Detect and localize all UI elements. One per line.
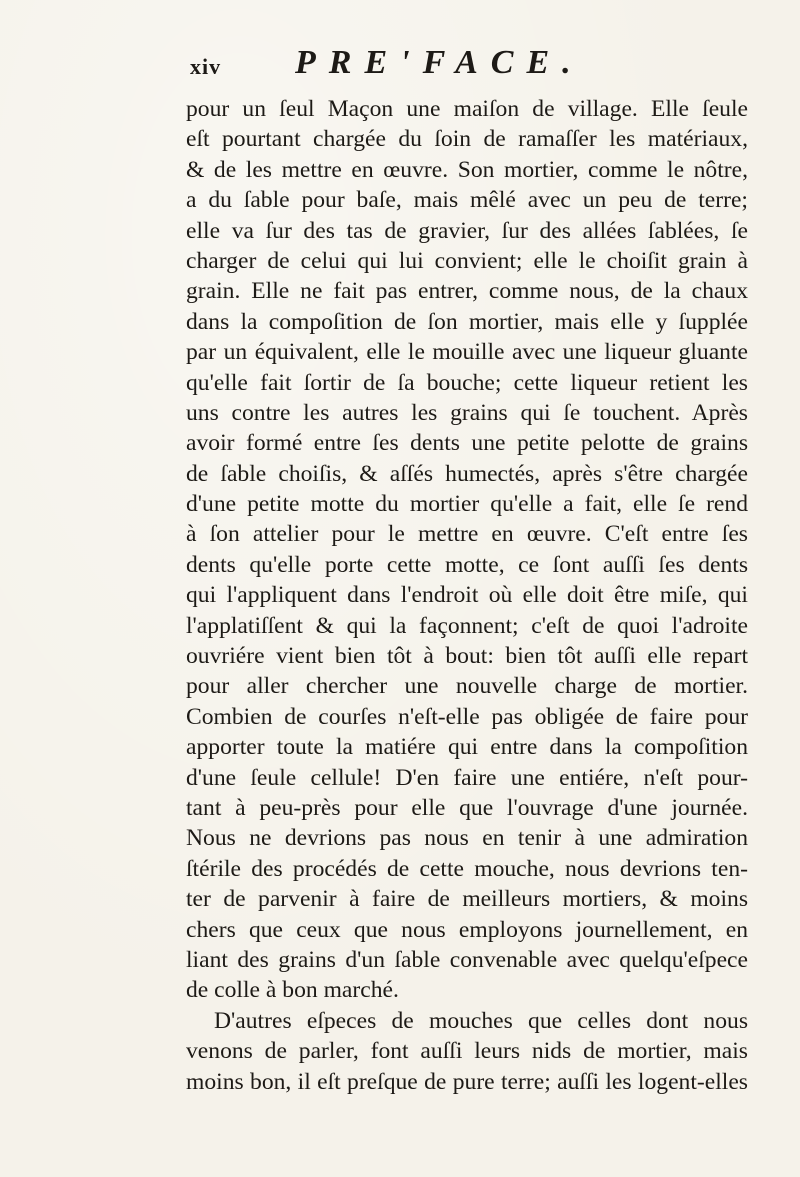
text-line: qui l'appliquent dans l'endroit où elle doit être miſe, qui	[186, 582, 748, 609]
text-line: Nous ne devrions pas nous en tenir à une admiration	[186, 825, 748, 852]
text-line: elle va ſur des tas de gravier, ſur des allées ſablées, ſe	[186, 217, 748, 244]
text-line: de colle à bon marché.	[186, 977, 399, 1004]
text-line: dents qu'elle porte cette motte, ce ſont auſſi ſes dents	[186, 551, 748, 578]
text-line: eſt pourtant chargée du ſoin de ramaſſer les matériaux,	[186, 126, 748, 153]
text-line: par un équivalent, elle le mouille avec une liqueur gluante	[186, 339, 748, 366]
running-title: PRE'FACE.	[295, 44, 584, 81]
text-line: pour un ſeul Maçon une maiſon de village. Elle ſeule	[186, 96, 748, 122]
page-number: xiv	[190, 54, 222, 79]
text-line: apporter toute la matiére qui entre dans la compoſition	[186, 734, 748, 761]
text-line: l'applatiſſent & qui la façonnent; c'eſt de quoi l'adroite	[186, 612, 748, 639]
text-line: venons de parler, font auſſi leurs nids de mortier, mais	[186, 1038, 748, 1065]
text-line: qu'elle fait ſortir de ſa bouche; cette liqueur retient les	[186, 369, 748, 396]
text-line: D'autres eſpeces de mouches que celles dont nous	[214, 1007, 748, 1034]
text-line: charger de celui qui lui convient; elle le choiſit grain à	[186, 247, 748, 274]
text-line: avoir formé entre ſes dents une petite pelotte de grains	[186, 430, 748, 457]
text-line: d'une ſeule cellule! D'en faire une entiére, n'eſt pour-	[186, 764, 748, 791]
text-line: d'une petite motte du mortier qu'elle a fait, elle ſe rend	[186, 491, 748, 518]
text-line: dans la compoſition de ſon mortier, mais elle y ſupplée	[186, 308, 748, 335]
text-line: pour aller chercher une nouvelle charge de mortier.	[186, 673, 748, 700]
body-text	[186, 94, 748, 1097]
text-line: & de les mettre en œuvre. Son mortier, comme le nôtre,	[186, 156, 748, 183]
text-line: Combien de courſes n'eſt-elle pas obligée de faire pour	[186, 703, 748, 730]
text-line: à ſon attelier pour le mettre en œuvre. C'eſt entre ſes	[186, 521, 748, 548]
text-line: grain. Elle ne fait pas entrer, comme nous, de la chaux	[186, 278, 748, 305]
text-line: uns contre les autres les grains qui ſe touchent. Après	[186, 399, 748, 426]
text-line: liant des grains d'un ſable convenable avec quelqu'eſpece	[186, 946, 748, 973]
text-line: a du ſable pour baſe, mais mêlé avec un peu de terre;	[186, 187, 748, 214]
text-line: chers que ceux que nous employons journellement, en	[186, 916, 748, 943]
text-line: ter de parvenir à faire de meilleurs mortiers, & moins	[186, 886, 748, 913]
page-header	[190, 44, 750, 94]
text-line: moins bon, il eſt preſque de pure terre; auſſi les logent-elles	[186, 1068, 748, 1095]
text-line: de ſable choiſis, & aſſés humectés, après s'être chargée	[186, 460, 748, 487]
text-line: ſtérile des procédés de cette mouche, nous devrions ten-	[186, 855, 748, 882]
text-line: tant à peu-près pour elle que l'ouvrage d'une journée.	[186, 794, 748, 821]
text-line: ouvriére vient bien tôt à bout: bien tôt auſſi elle repart	[186, 643, 748, 670]
